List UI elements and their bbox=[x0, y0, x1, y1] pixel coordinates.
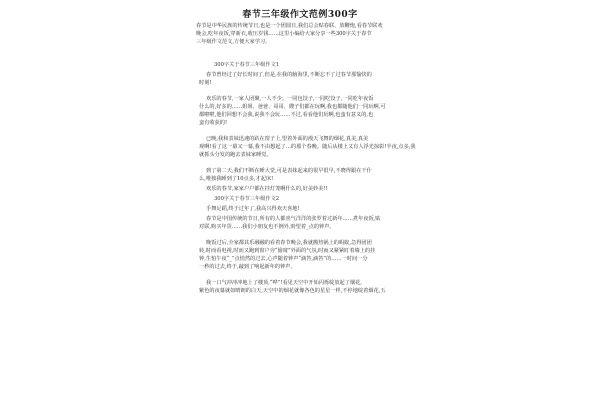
body-text-line: 晚饭过后,全家都其乐融融的看着春节晚会,我就搬热锅上的蚂蚁,急得团团 bbox=[206, 240, 372, 246]
body-text-line: 三年级作文范文,方便大家学习。 bbox=[196, 39, 271, 45]
body-text-line: 观啊!看了这一幕又一幕,我不由想起了…的那个春晚。随后从楼上又有人浮光掠影!半夜,点多,我 bbox=[199, 144, 416, 150]
body-text-line: 春节曾经过了好长时间了,但是,在我的脑海里,不断忘不了过春节那愉快的 bbox=[206, 72, 372, 78]
body-text-line: 春节是中国传统的节日,所有的人都喜气洋洋的张罗着过新年……煮年夜饭,贴 bbox=[206, 216, 381, 222]
body-text-line: 时刻! bbox=[199, 80, 212, 86]
body-text-line: 手舞足蹈,终于过年了,我高兴得欢天喜地! bbox=[206, 206, 300, 212]
section-heading: 300字关于春节三年级作文2 bbox=[214, 196, 280, 202]
section-heading: 300字关于春节三年级作文1 bbox=[214, 62, 280, 68]
body-text-line: 什么的,好多的……姐姐、爸爸、哥哥、嫂子们都在玩啊,我也都随他们一同玩啊,可 bbox=[199, 104, 386, 110]
body-text-line: 欢乐的春节,家家户户都在挂灯笼啊什么的,好美妙美!! bbox=[206, 186, 328, 192]
body-text-line: 欢乐的春节,一家人团聚,一人不少。一同包饺子,一同吃饺子,一同吃年夜饭 bbox=[206, 96, 374, 102]
body-text-line: 紫色的夜幕就如晴朗的白天,天空中的烟花就像各色的星星一样,不停地绽着烟花,五 bbox=[199, 288, 386, 294]
body-text-line: 一秒的过去,终于,敲到了响起新年的钟声。 bbox=[199, 264, 296, 270]
body-text-line: 到了第二天,我们不断在睡大觉,可是表妹起来的很早很早,不晓得跟在干什 bbox=[206, 168, 372, 174]
document-title: 春节三年级作文范例300字 bbox=[242, 10, 358, 20]
body-text-line: 都啦啦,他们回想不会我,说我不会玩……不过,看看他们玩啊,也蛮有意义的,也 bbox=[199, 112, 374, 118]
body-text-line: 春节是中华民族的传统节日,也是一个团圆日,我们总会贴春联、放鞭炮,看春节联欢 bbox=[196, 23, 383, 29]
body-text-line: 对联,购买年货……我们小朋友也不例外,盼望着_点的钟声。 bbox=[199, 224, 335, 230]
body-text-line: 已晚,我和表妹迅速的趴在窗子上,望着外面的漫天飞舞的烟花,真美,真美 bbox=[206, 136, 369, 142]
body-text-line: 转,时而看电视,时而又跑到窗户旁“偷窥”外面的气氛,时而又紧紧盯着墙上的挂 bbox=[199, 248, 376, 254]
body-text-line: 就抓头分发的跑去表妹家睡觉。 bbox=[199, 152, 272, 158]
body-text-line: 钟,生怕午夜“_”点悄然的过去,心声随着钟声“滴答,滴答”的……一时间一分 bbox=[199, 256, 368, 262]
body-text-line: 蛮有收获的! bbox=[199, 120, 228, 126]
body-text-line: 我一口气冲冲冲地上了楼顶,“哗”!看见天空中开始闪烁绽放起了烟花, bbox=[206, 280, 362, 286]
body-text-line: 么,唯独我睡到了10点多,才起床! bbox=[199, 176, 274, 182]
body-text-line: 晚会,吃年夜饭,穿新衣,收压岁钱……这里小编给大家分享一些300字关于春节 bbox=[196, 31, 372, 37]
